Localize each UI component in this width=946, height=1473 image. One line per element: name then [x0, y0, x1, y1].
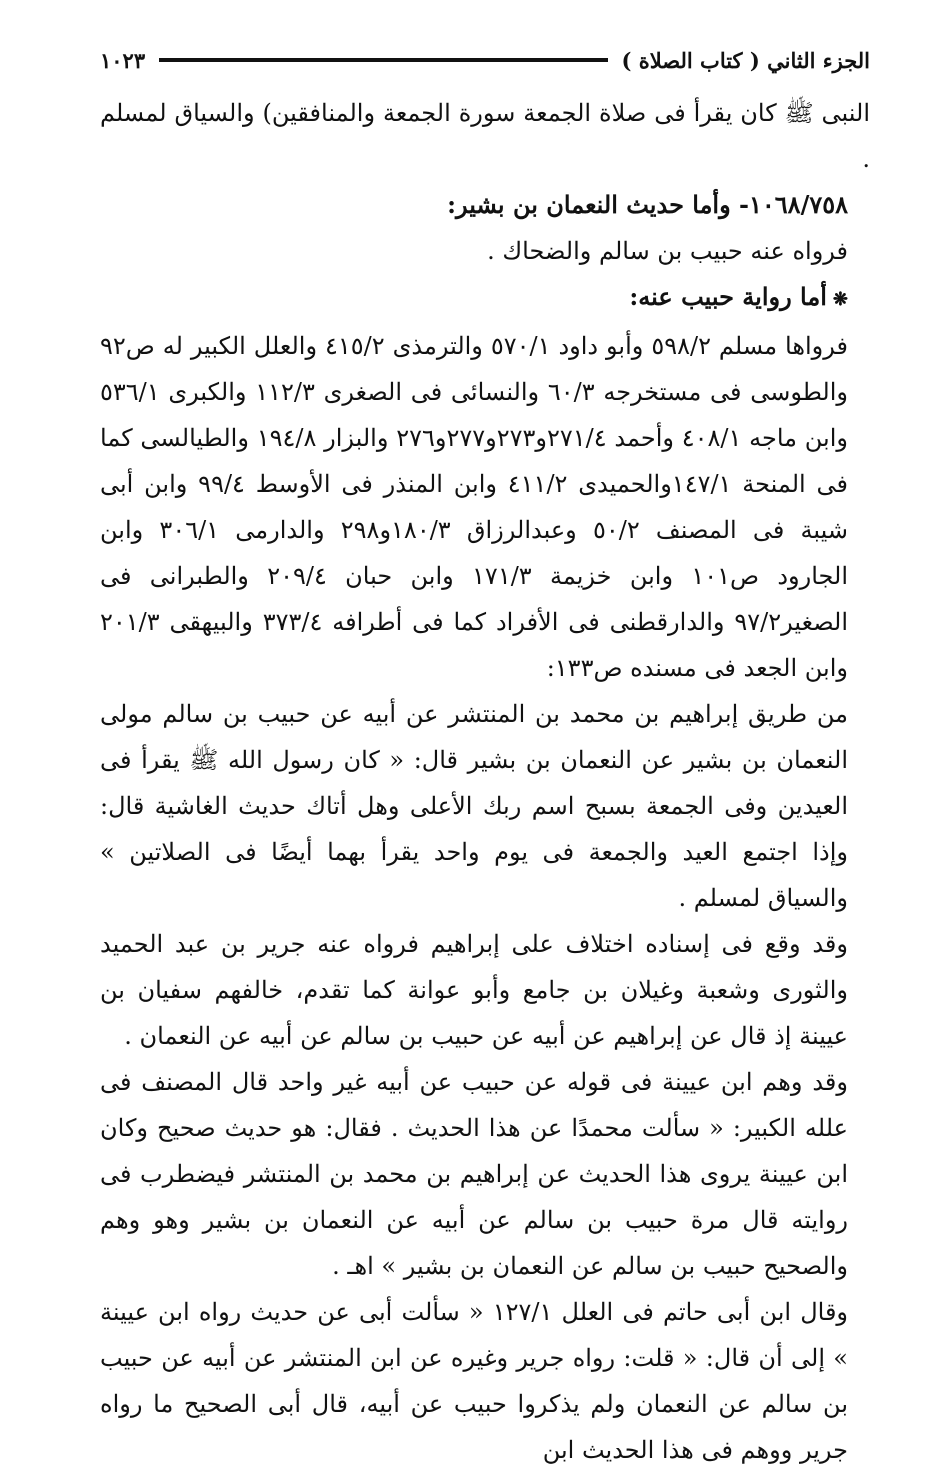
running-title: الجزء الثاني ( كتاب الصلاة ) — [621, 47, 870, 73]
page-number: ١٠٢٣ — [100, 47, 146, 73]
header-rule — [159, 58, 607, 62]
section-subheading — [100, 274, 870, 323]
hadith-heading: ١٠٦٨/٧٥٨- وأما حديث النعمان بن بشير: — [447, 190, 848, 219]
paragraph-continuation: النبى ﷺ كان يقرأ فى صلاة الجمعة سورة الجمعة والمنافقين) والسياق لمسلم . — [100, 99, 871, 173]
paragraph-narrators: فرواه عنه حبيب بن سالم والضحاك . — [487, 237, 848, 265]
paragraph-isnad: من طريق إبراهيم بن محمد بن المنتشر عن أبيه عن حبيب بن سالم مولى النعمان بن بشير عن النعمان بن بشير قال: « كان رسول الله ﷺ يقرأ فى العيدين وفى الجمعة بسبح اسم ربك الأعلى وهل أتاك حديث الغاشية قال: وإذا اجتمع العيد والجمعة فى يوم واحد يقرأ بهما أيضًا فى الصلاتين » والسياق لمسلم . — [100, 700, 848, 912]
running-header — [100, 30, 870, 90]
book-page — [100, 30, 871, 1464]
paragraph-ibn-abi-hatim: وقال ابن أبى حاتم فى العلل ١٢٧/١ « سألت أبى عن حديث رواه ابن عيينة » إلى أن قال: « قلت: رواه جرير وغيره عن ابن المنتشر عن أبيه عن حبيب بن سالم عن النعمان ولم يذكروا حبيب عن أبيه، قال أبى الصحيح ما رواه جرير ووهم فى هذا الحديث ابن — [100, 1298, 849, 1464]
paragraph-sources: فرواها مسلم ٥٩٨/٢ وأبو داود ٥٧٠/١ والترمذى ٤١٥/٢ والعلل الكبير له ص٩٢ والطوسى فى مستخرجه ٦٠/٣ والنسائى فى الصغرى ١١٢/٣ والكبرى ٥٣٦/١ وابن ماجه ٤٠٨/١ وأحمد ٢٧١/٤و٢٧٣و٢٧٧و٢٧٦ والبزار ١٩٤/٨ والطيالسى كما فى المنحة ١٤٧/١والحميدى ٤١١/٢ وابن المنذر فى الأوسط ٩٩/٤ وابن أبى شيبة فى المصنف ٥٠/٢ وعبدالرزاق ١٨٠/٣و٢٩٨ والدارمى ٣٠٦/١ وابن الجارود ص١٠١ وابن خزيمة ١٧١/٣ وابن حبان ٢٠٩/٤ والطبرانى فى الصغير٩٧/٢ والدارقطنى فى الأفراد كما فى أطرافه ٣٧٣/٤ والبيهقى ٢٠١/٣ وابن الجعد فى مسنده ص١٣٣: — [100, 332, 849, 682]
paragraph-disagreement: وقد وقع فى إسناده اختلاف على إبراهيم فرواه عنه جرير بن عبد الحميد والثورى وشعبة وغيلان بن جامع وأبو عوانة كما تقدم، خالفهم سفيان بن عيينة إذ قال عن إبراهيم عن أبيه عن حبيب بن سالم عن أبيه عن النعمان . — [100, 930, 848, 1050]
paragraph-ilal: وقد وهم ابن عيينة فى قوله عن حبيب عن أبيه غير واحد قال المصنف فى علله الكبير: « سألت محمدًا عن هذا الحديث . فقال: هو حديث صحيح وكان ابن عيينة يروى هذا الحديث عن إبراهيم بن محمد بن المنتشر فيضطرب فى روايته قال مرة حبيب بن سالم عن أبيه عن النعمان بن بشير وهو وهم والصحيح حبيب بن سالم عن النعمان بن بشير » اهـ . — [100, 1068, 848, 1280]
subheading-text: أما رواية حبيب عنه: — [629, 282, 827, 311]
body-text — [100, 90, 870, 1473]
asterism-icon: ❋ — [832, 289, 848, 310]
